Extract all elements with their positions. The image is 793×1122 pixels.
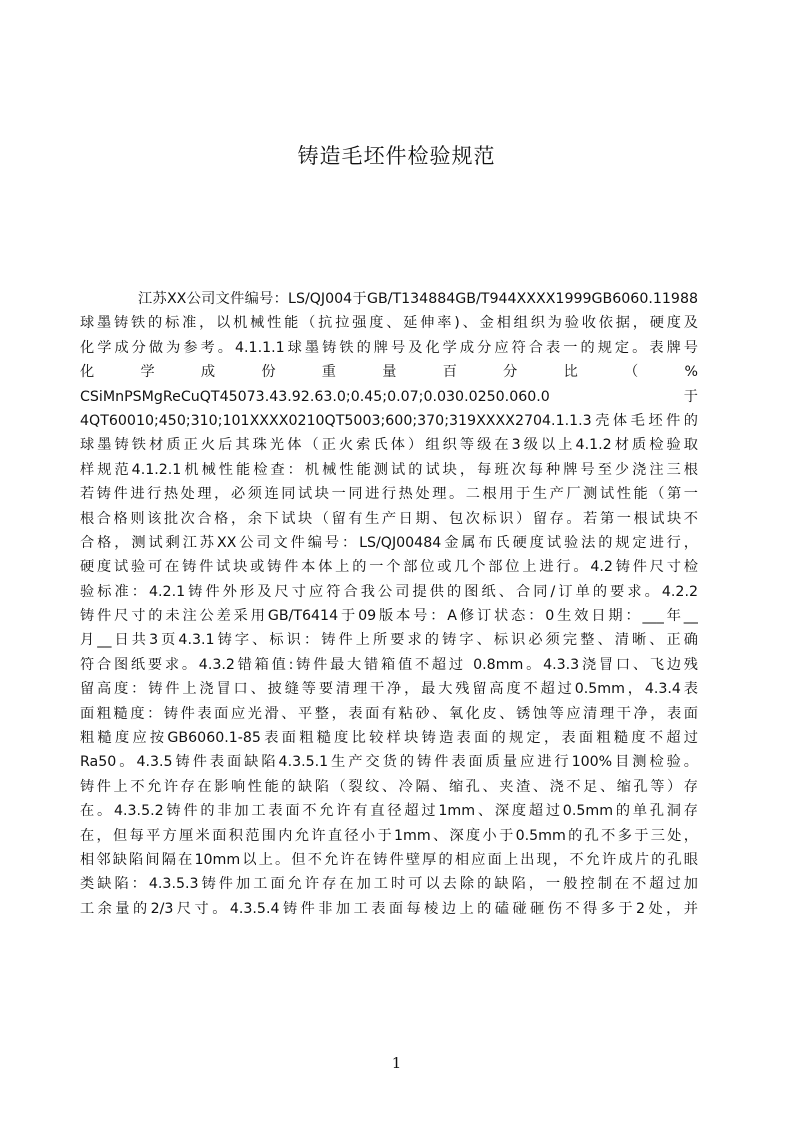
body-line: 若铸件进行热处理，必须连同试块一同进行热处理。二根用于生产厂测试性能（第一 bbox=[80, 486, 698, 503]
body-line: 在，但每平方厘米面积范围内允许直径小于1mm、深度小于0.5mm的孔不多于三处， bbox=[80, 827, 698, 844]
body-line: 铸件尺寸的未注公差采用GB/T6414于09版本号：A修订状态：0生效日期：___年__ bbox=[80, 608, 698, 625]
body-line: 球墨铸铁的标准，以机械性能（抗拉强度、延伸率)、金相组织为验收依据，硬度及 bbox=[80, 315, 698, 332]
body-line: 留高度：铸件上浇冒口、披缝等要清理干净，最大残留高度不超过0.5mm，4.3.4表 bbox=[80, 681, 698, 698]
body-line: CSiMnPSMgReCuQT45073.43.92.63.0;0.45;0.07;0.030.0250.060.0 于 bbox=[80, 388, 698, 405]
body-line: 球墨铸铁材质正火后其珠光体（正火索氏体）组织等级在3级以上4.1.2材质检验取 bbox=[80, 437, 698, 454]
body-line: Ra50。4.3.5铸件表面缺陷4.3.5.1生产交货的铸件表面质量应进行100%目测检验。 bbox=[80, 754, 698, 771]
body-line: 月__日共3页4.3.1铸字、标识：铸件上所要求的铸字、标识必须完整、清晰、正确 bbox=[80, 632, 698, 649]
body-line: 在。4.3.5.2铸件的非加工表面不允许有直径超过1mm、深度超过0.5mm的单孔洞存 bbox=[80, 803, 698, 820]
body-line: 符合图纸要求。4.3.2错箱值:铸件最大错箱值不超过 0.8mm。4.3.3浇冒口、飞边残 bbox=[80, 656, 698, 673]
body-line: 4QT60010;450;310;101XXXX0210QT5003;600;370;319XXXX2704.1.1.3壳体毛坯件的 bbox=[80, 412, 698, 429]
page-number: 1 bbox=[391, 1054, 402, 1072]
body-line: 验标准：4.2.1铸件外形及尺寸应符合我公司提供的图纸、合同/订单的要求。4.2.2 bbox=[80, 583, 698, 600]
document-title: 铸造毛坯件检验规范 bbox=[297, 144, 496, 168]
document-body bbox=[80, 287, 698, 921]
body-line: 样规范4.1.2.1机械性能检查：机械性能测试的试块，每班次每种牌号至少浇注三根 bbox=[80, 461, 698, 478]
body-line: 硬度试验可在铸件试块或铸件本体上的一个部位或几个部位上进行。4.2铸件尺寸检 bbox=[80, 559, 698, 576]
body-line: 工余量的2/3尺寸。4.3.5.4铸件非加工表面每棱边上的磕碰砸伤不得多于2处，并 bbox=[80, 900, 698, 917]
body-line: 化 学 成 份 重 量 百 分 比 （ % bbox=[80, 364, 698, 381]
body-line: 类缺陷：4.3.5.3铸件加工面允许存在加工时可以去除的缺陷，一般控制在不超过加 bbox=[80, 876, 698, 893]
body-line: 化学成分做为参考。4.1.1.1球墨铸铁的牌号及化学成分应符合表一的规定。表牌号 bbox=[80, 339, 698, 356]
body-line: 相邻缺陷间隔在10mm以上。但不允许在铸件壁厚的相应面上出现，不允许成片的孔眼 bbox=[80, 851, 698, 868]
body-line: 江苏XX公司文件编号：LS/QJ004于GB/T134884GB/T944XXXX1999GB6060.11988 bbox=[138, 291, 698, 307]
body-line: 面粗糙度：铸件表面应光滑、平整，表面有粘砂、氧化皮、锈蚀等应清理干净，表面 bbox=[80, 705, 698, 722]
body-line: 合格，测试剩江苏XX公司文件编号：LS/QJ00484金属布氏硬度试验法的规定进行， bbox=[80, 534, 698, 551]
body-line: 铸件上不允许存在影响性能的缺陷（裂纹、冷隔、缩孔、夹渣、浇不足、缩孔等）存 bbox=[80, 778, 698, 795]
body-line: 粗糙度应按GB6060.1-85表面粗糙度比较样块铸造表面的规定，表面粗糙度不超过 bbox=[80, 730, 698, 747]
body-line: 根合格则该批次合格，余下试块（留有生产日期、包次标识）留存。若第一根试块不 bbox=[80, 510, 698, 527]
